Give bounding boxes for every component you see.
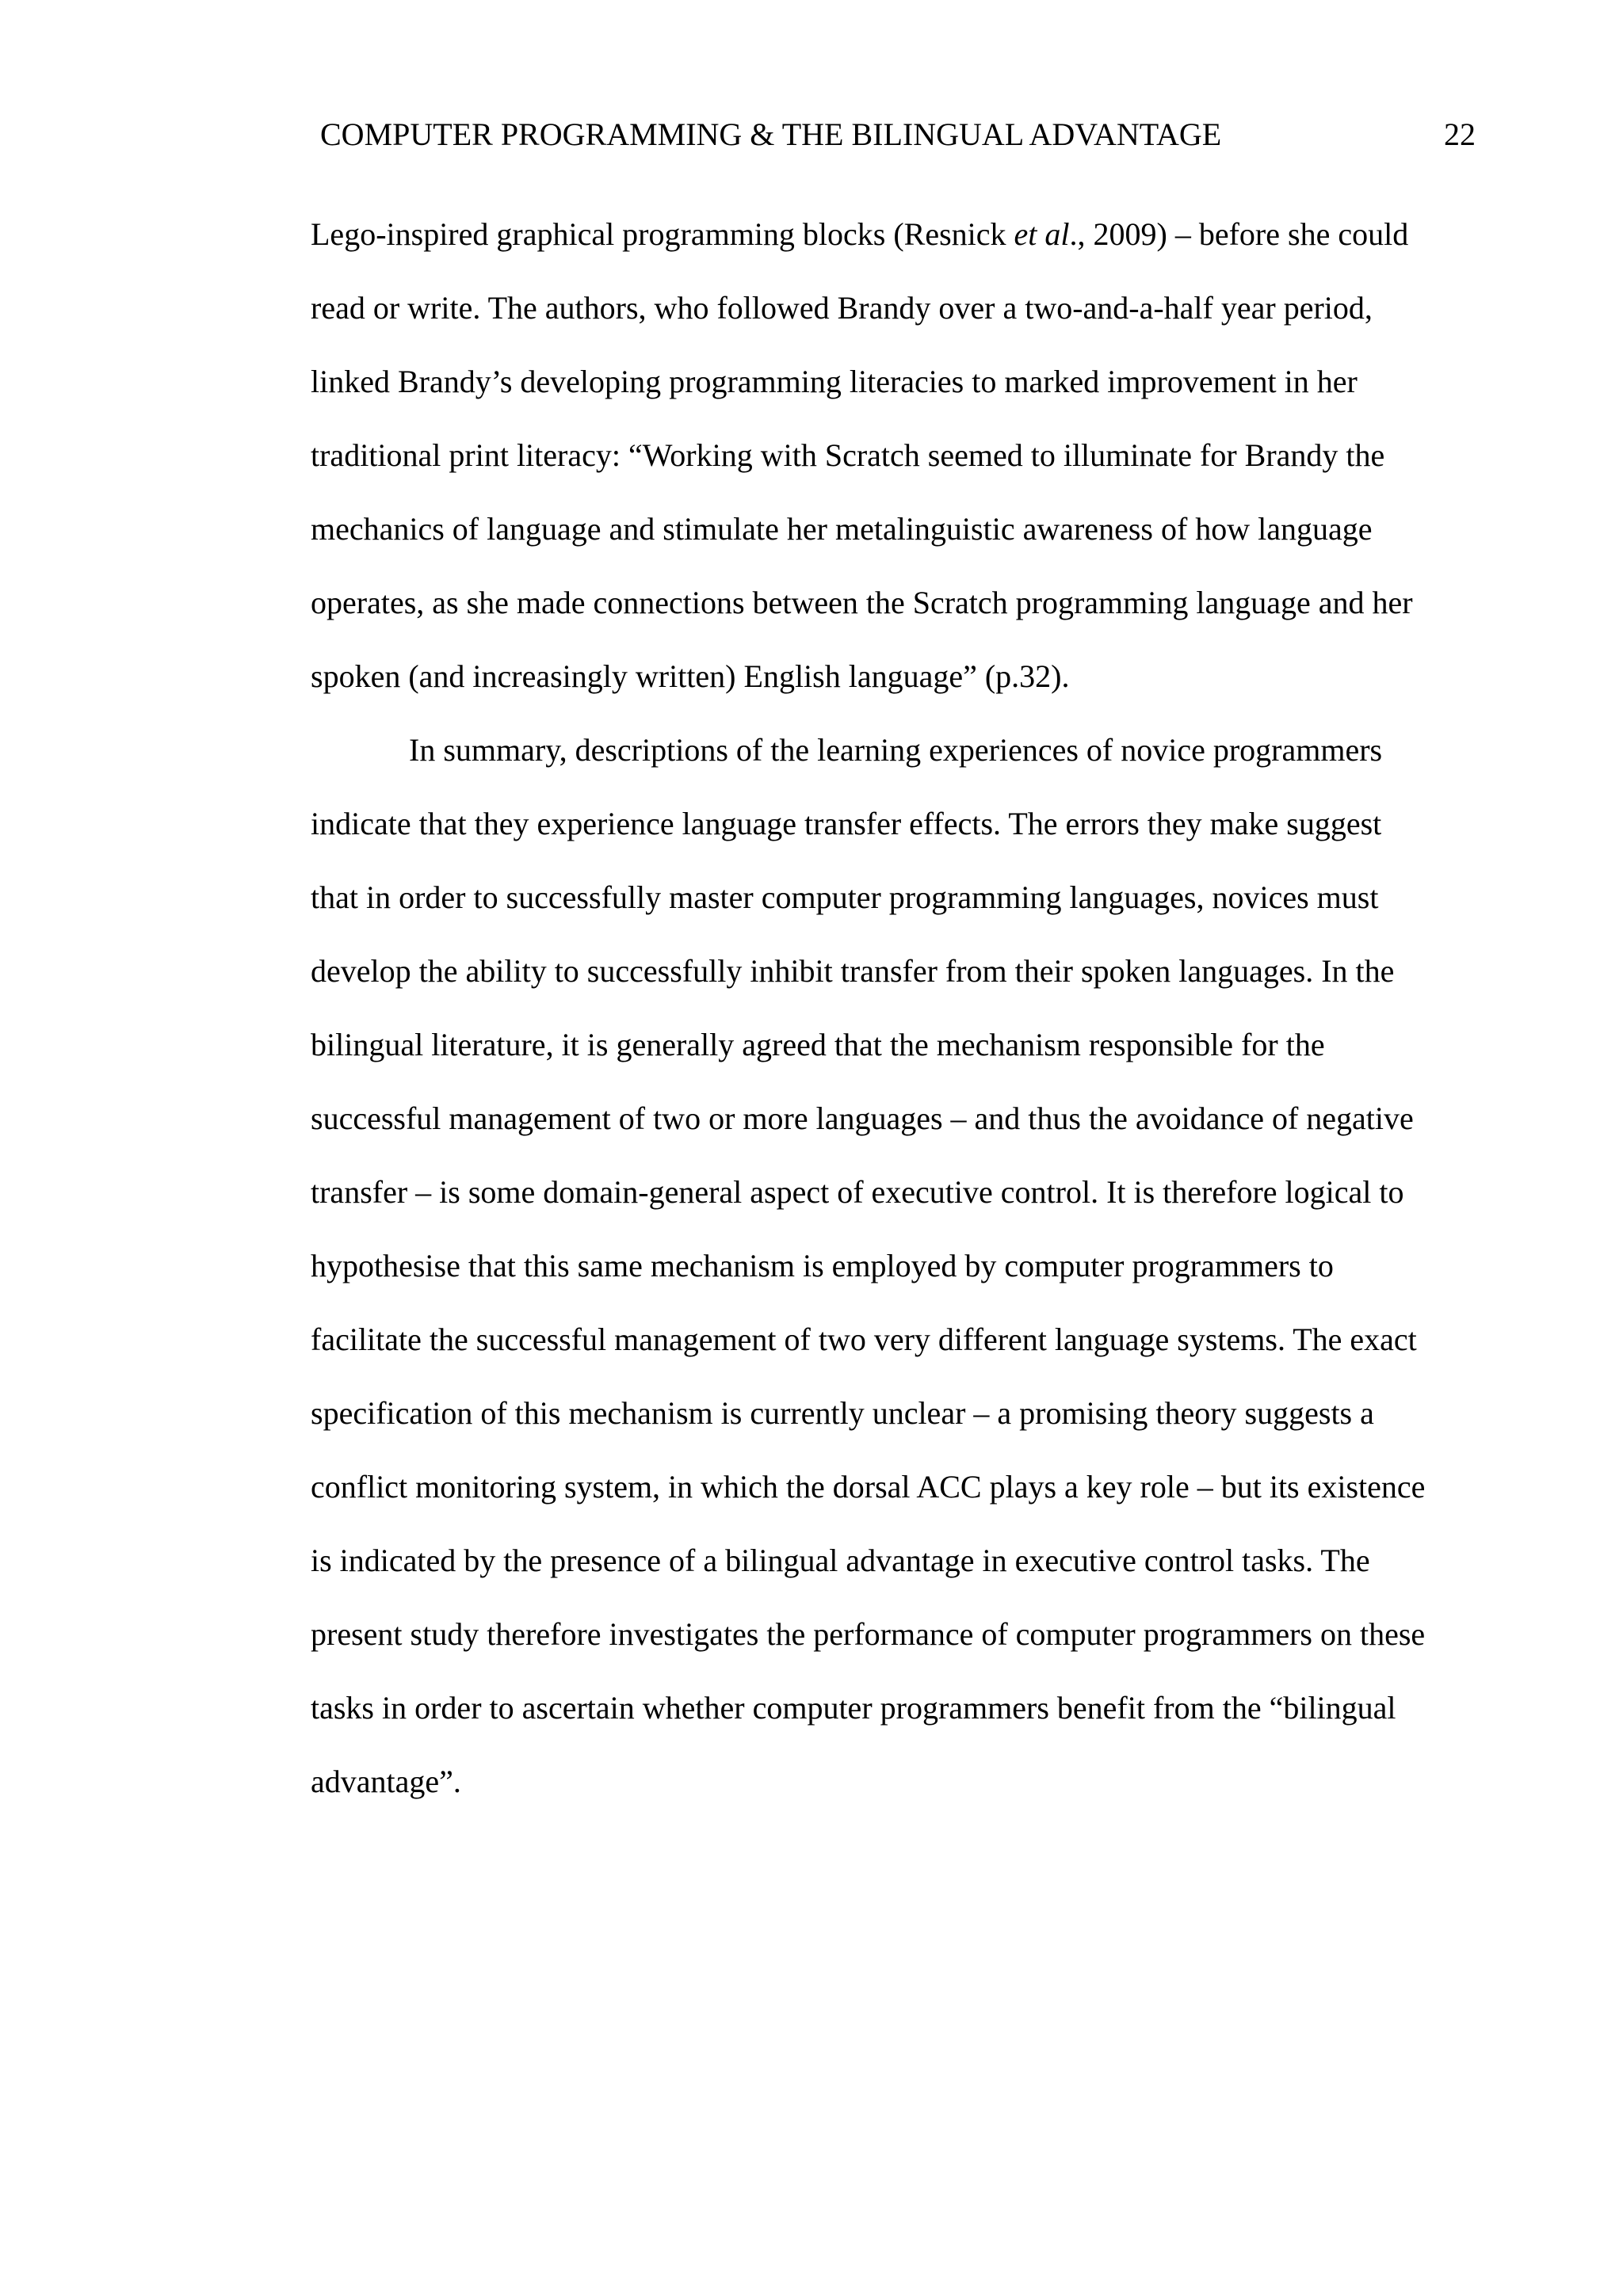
text-line: present study therefore investigates the performance of computer programmers on these [311,1616,1426,1652]
text-span: ., 2009) – before she could [1069,216,1409,252]
body-text [311,212,1515,1833]
text-line: is indicated by the presence of a bilingual advantage in executive control tasks. The [311,1543,1370,1578]
text-line: indicate that they experience language transfer effects. The errors they make suggest [311,806,1382,841]
italic-citation: et al [1014,216,1070,252]
text-line: read or write. The authors, who followed Brandy over a two-and-a-half year period, [311,290,1373,326]
text-line: bilingual literature, it is generally agreed that the mechanism responsible for the [311,1027,1325,1062]
text-line: operates, as she made connections between the Scratch programming language and her [311,585,1413,620]
text-line [311,212,1515,286]
text-line: linked Brandy’s developing programming literacies to marked improvement in her [311,364,1358,399]
running-head: COMPUTER PROGRAMMING & THE BILINGUAL ADVANTAGE [320,116,1222,152]
text-span: Lego-inspired graphical programming blocks (Resnick [311,216,1014,252]
page-number: 22 [1444,116,1476,152]
text-line: mechanics of language and stimulate her metalinguistic awareness of how language [311,511,1373,547]
text-line: specification of this mechanism is currently unclear – a promising theory suggests a [311,1395,1374,1431]
text-line: develop the ability to successfully inhibit transfer from their spoken languages. In the [311,953,1395,989]
text-line: hypothesise that this same mechanism is employed by computer programmers to [311,1248,1334,1283]
text-line: successful management of two or more languages – and thus the avoidance of negative [311,1100,1414,1136]
text-line: that in order to successfully master computer programming languages, novices must [311,879,1379,915]
text-line: transfer – is some domain-general aspect of executive control. It is therefore logical to [311,1174,1404,1210]
text-line: conflict monitoring system, in which the dorsal ACC plays a key role – but its existence [311,1469,1426,1505]
text-line: traditional print literacy: “Working with Scratch seemed to illuminate for Brandy the [311,437,1385,473]
text-line: tasks in order to ascertain whether computer programmers benefit from the “bilingual [311,1690,1396,1726]
text-line: advantage”. [311,1764,461,1799]
text-line: facilitate the successful management of two very different language systems. The exact [311,1322,1417,1357]
text-line-indented: In summary, descriptions of the learning experiences of novice programmers [409,732,1383,768]
text-line: spoken (and increasingly written) English language” (p.32). [311,658,1070,694]
